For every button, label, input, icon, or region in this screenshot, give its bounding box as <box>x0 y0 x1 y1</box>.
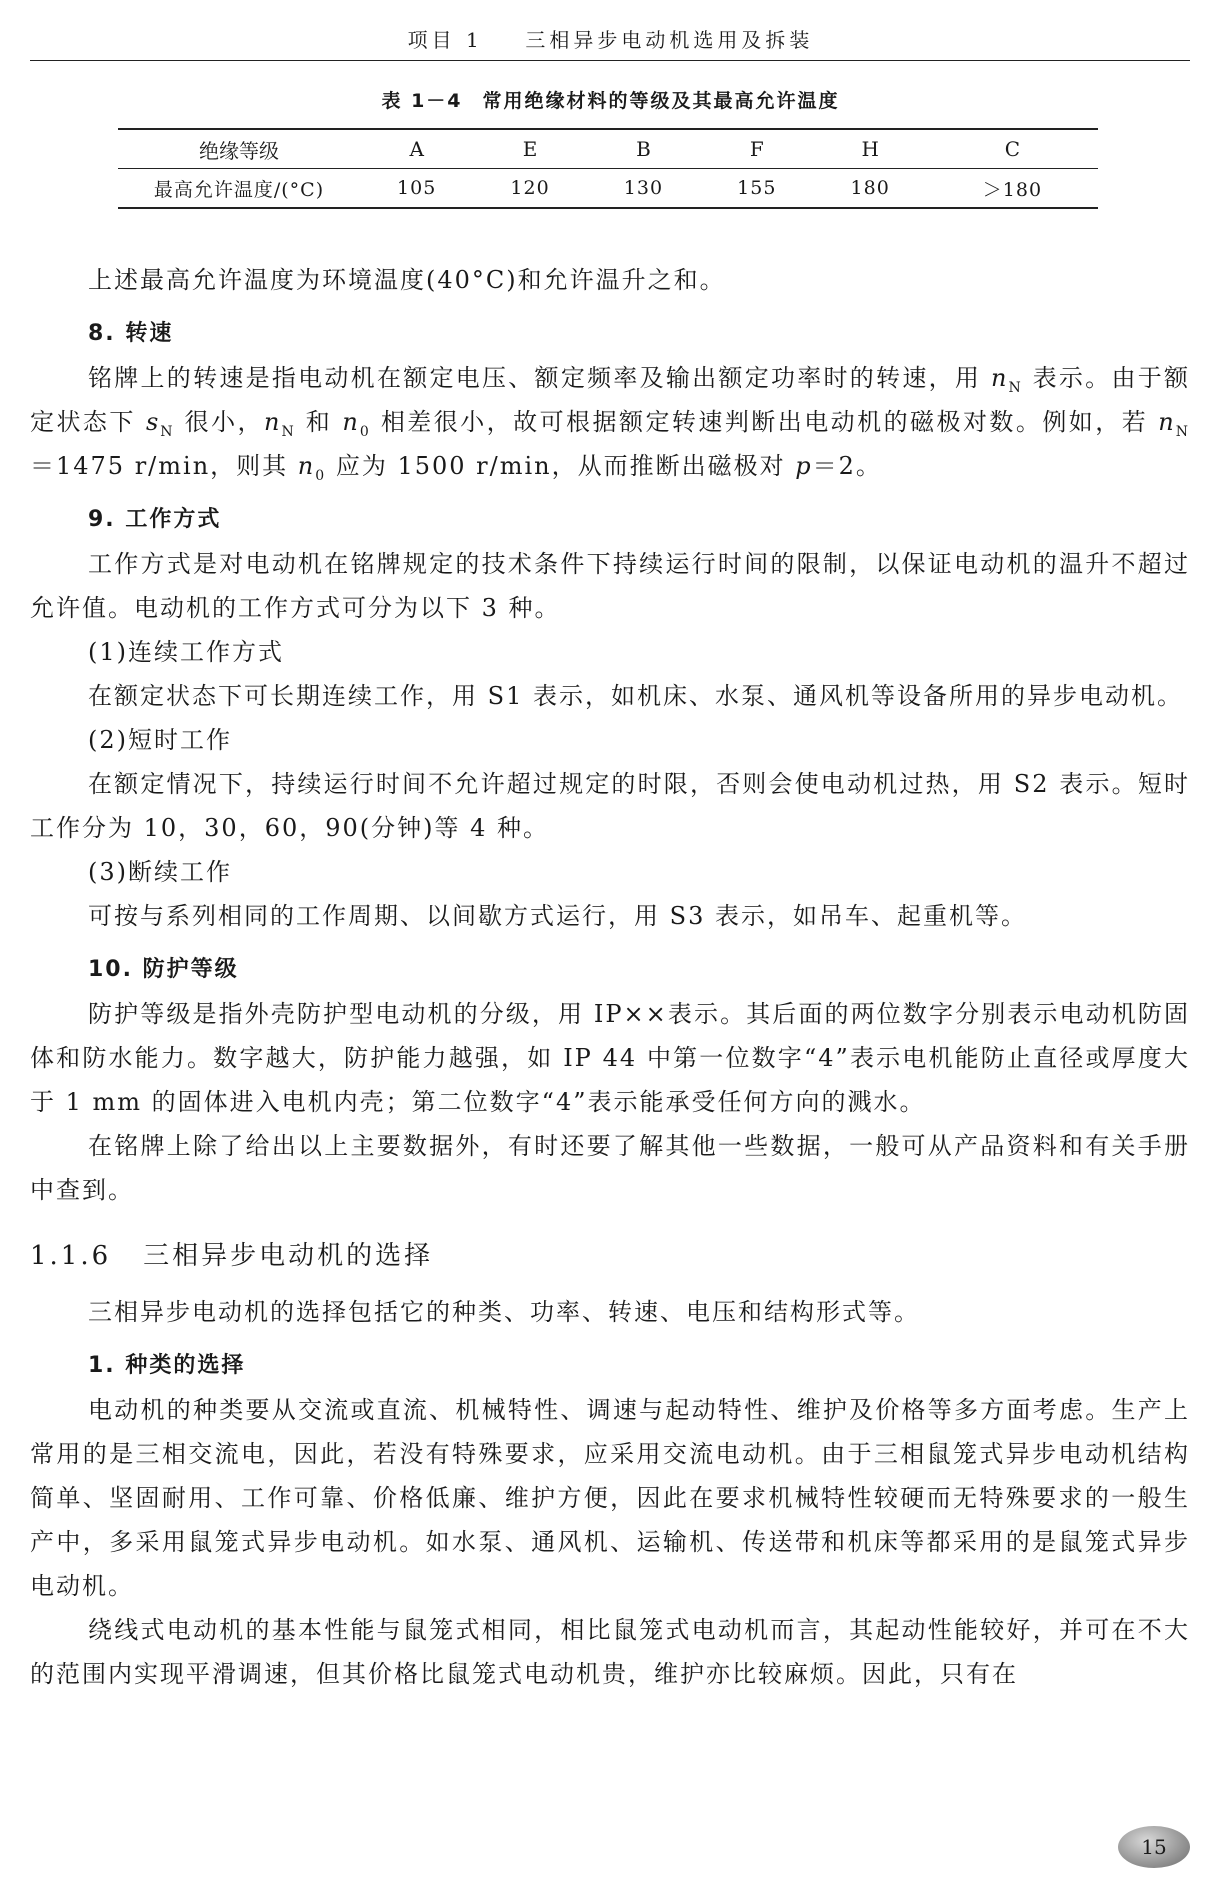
header-rule <box>30 60 1190 61</box>
grade-cell: C <box>927 129 1098 169</box>
var-n: n <box>342 408 360 436</box>
paragraph: 在铭牌上除了给出以上主要数据外，有时还要了解其他一些数据，一般可从产品资料和有关手册中查到。 <box>30 1132 1190 1204</box>
sub-n: N <box>1175 423 1190 440</box>
text-run: 铭牌上的转速是指电动机在额定电压、额定频率及输出额定功率时的转速，用 <box>88 364 992 392</box>
text-run: 相差很小，故可根据额定转速判断出电动机的磁极对数。例如，若 <box>370 408 1159 436</box>
grade-cell: A <box>360 129 473 169</box>
var-n: n <box>264 408 282 436</box>
var-n: n <box>991 364 1009 392</box>
paragraph-speed <box>30 356 1190 488</box>
section-heading-type: 1. 种类的选择 <box>88 1353 246 1378</box>
grade-cell: E <box>473 129 586 169</box>
grade-cell: B <box>587 129 700 169</box>
text-run: ＝1475 r/min，则其 <box>30 452 298 480</box>
paragraph: 三相异步电动机的选择包括它的种类、功率、转速、电压和结构形式等。 <box>88 1298 920 1326</box>
paragraph-temperature-note: 上述最高允许温度为环境温度(40°C)和允许温升之和。 <box>88 266 726 294</box>
table-caption <box>0 86 1221 113</box>
var-p: p <box>795 452 813 480</box>
paragraph: 防护等级是指外壳防护型电动机的分级，用 IP××表示。其后面的两位数字分别表示电动机防固体和防水能力。数字越大，防护能力越强，如 IP 44 中第一位数字“4”表示电机能防止直径或厚度大于 1 mm 的固体进入电机内壳；第二位数字“4”表示能承受任何方向的溅水。 <box>30 1000 1190 1116</box>
running-header <box>0 24 1221 53</box>
table-row-label: 最高允许温度/(°C) <box>118 169 360 209</box>
header-project: 项目 1 <box>407 28 483 52</box>
paragraph: 可按与系列相同的工作周期、以间歇方式运行，用 S3 表示，如吊车、起重机等。 <box>88 902 1027 930</box>
body-text <box>30 258 1190 1696</box>
sub-n: N <box>281 423 296 440</box>
section-heading-speed: 8. 转速 <box>88 321 174 346</box>
page-number-badge <box>1118 1826 1190 1868</box>
list-item: (2)短时工作 <box>88 726 232 754</box>
paragraph: 在额定情况下，持续运行时间不允许超过规定的时限，否则会使电动机过热，用 S2 表示。短时工作分为 10，30，60，90(分钟)等 4 种。 <box>30 770 1190 842</box>
text-run: 表示。由于额定状态下 <box>30 364 1190 436</box>
var-s: s <box>145 408 161 436</box>
paragraph: 在额定状态下可长期连续工作，用 S1 表示，如机床、水泵、通风机等设备所用的异步电动机。 <box>88 682 1183 710</box>
sub-n: N <box>160 423 175 440</box>
paragraph: 绕线式电动机的基本性能与鼠笼式相同，相比鼠笼式电动机而言，其起动性能较好，并可在不大的范围内实现平滑调速，但其价格比鼠笼式电动机贵，维护亦比较麻烦。因此，只有在 <box>30 1616 1190 1688</box>
section-heading-116 <box>30 1234 1190 1278</box>
grade-cell: F <box>700 129 813 169</box>
temperature-cell: 120 <box>473 169 586 209</box>
header-title: 三相异步电动机选用及拆装 <box>525 28 814 52</box>
sub-0: 0 <box>359 423 371 440</box>
temperature-cell: 180 <box>814 169 927 209</box>
table-row-label: 绝缘等级 <box>118 129 360 169</box>
table-row-temperature <box>118 169 1098 209</box>
temperature-cell: 130 <box>587 169 700 209</box>
section-heading-protection: 10. 防护等级 <box>88 957 239 982</box>
section-title: 三相异步电动机的选择 <box>143 1241 434 1271</box>
page-number: 15 <box>1141 1835 1167 1859</box>
section-heading-work-mode: 9. 工作方式 <box>88 507 222 532</box>
text-run: 和 <box>295 408 343 436</box>
table-row-grade <box>118 129 1098 169</box>
sub-0: 0 <box>315 467 327 484</box>
paragraph: 工作方式是对电动机在铭牌规定的技术条件下持续运行时间的限制，以保证电动机的温升不超过允许值。电动机的工作方式可分为以下 3 种。 <box>30 550 1190 622</box>
list-item: (3)断续工作 <box>88 858 232 886</box>
var-n: n <box>297 452 316 480</box>
text-run: 应为 1500 r/min，从而推断出磁极对 <box>326 452 796 480</box>
table-caption-text: 常用绝缘材料的等级及其最高允许温度 <box>482 90 840 112</box>
text-run: 很小， <box>174 408 264 436</box>
list-item: (1)连续工作方式 <box>88 638 284 666</box>
var-n: n <box>1158 408 1176 436</box>
paragraph: 电动机的种类要从交流或直流、机械特性、调速与起动特性、维护及价格等多方面考虑。生产上常用的是三相交流电，因此，若没有特殊要求，应采用交流电动机。由于三相鼠笼式异步电动机结构简单、坚固耐用、工作可靠、价格低廉、维护方便，因此在要求机械特性较硬而无特殊要求的一般生产中，多采用鼠笼式异步电动机。如水泵、通风机、运输机、传送带和机床等都采用的是鼠笼式异步电动机。 <box>30 1396 1190 1600</box>
sub-n: N <box>1008 379 1023 396</box>
temperature-cell: 155 <box>700 169 813 209</box>
insulation-grade-table <box>118 128 1098 209</box>
temperature-cell: 105 <box>360 169 473 209</box>
grade-cell: H <box>814 129 927 169</box>
section-number: 1.1.6 <box>30 1241 112 1271</box>
temperature-cell: ＞180 <box>927 169 1098 209</box>
table-caption-number: 表 1－4 <box>381 90 463 112</box>
text-run: ＝2。 <box>812 452 882 480</box>
